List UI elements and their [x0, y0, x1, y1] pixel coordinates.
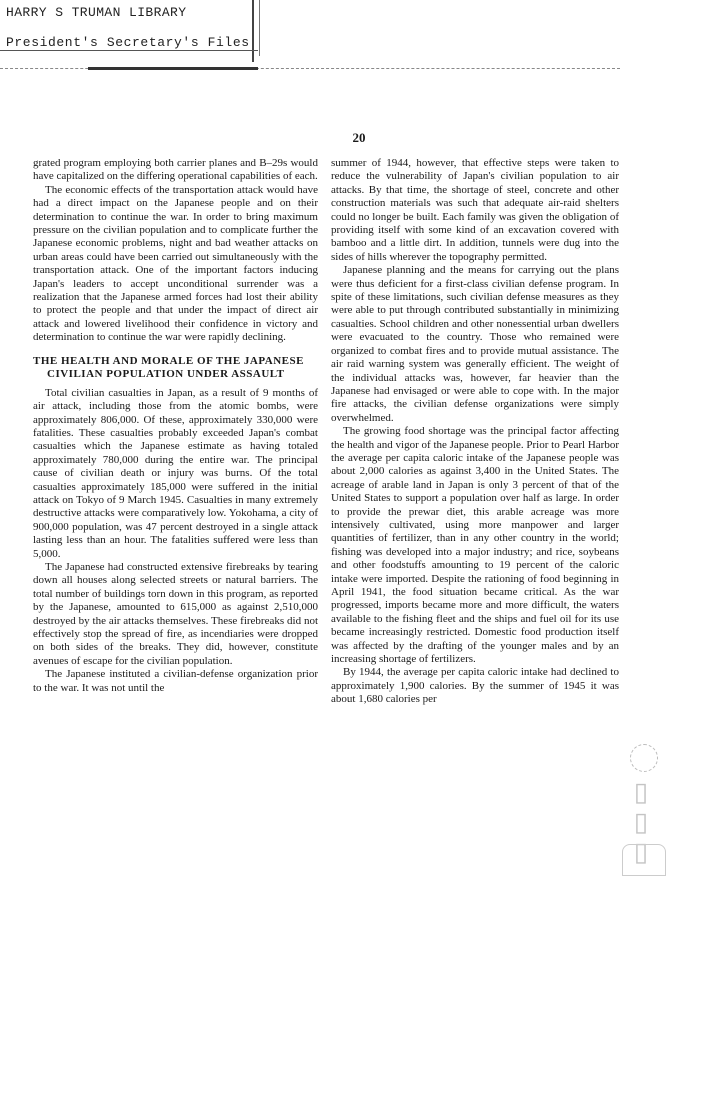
- paragraph: By 1944, the average per capita caloric intake had declined to approximately 1,900 calories. By the summer of 1945 it was about 1,680 calories per: [331, 666, 619, 706]
- stamp-digits-mark: ▯▯▯: [626, 780, 655, 870]
- paragraph: The growing food shortage was the principal factor affecting the health and vigor of the Japanese people. Prior to Pearl Harbor the average per capita caloric intake of the Japanese people was about 2,000 calories as against 3,400 in the United States. The acreage of arable land in Japan is only 3 percent of that of the United States to support a population over half as large. In order to provide the prewar diet, this arable acreage was more intensively cultivated, using more manpower and larger quantities of fertilizer, than in any other country in the world; fishing was developed into a major industry; and rice, soybeans and other foodstuffs amounting to 19 percent of the caloric intake were imported. Despite the rationing of food beginning in April 1941, the food situation became critical. As the war progressed, imports became more and more difficult, the waters available to the fishing fleet and the ships and fuel oil for its use became increasingly restricted. Domestic food production itself was affected by the drafting of the younger males and by an increasing shortage of fertilizers.: [331, 425, 619, 666]
- paragraph: Japanese planning and the means for carrying out the plans were thus deficient for a first-class civilian defense program. In spite of these limitations, such civilian defense measures as they were able to put through contributed substantially in minimizing casualties. School children and other nonessential urban dwellers were evacuated to the country. Those who remained were organized to combat fires and to provide mutual assistance. The air raid warning system was generally efficient. The weight of the individual attacks was, however, far heavier than the Japanese had envisaged or were able to cope with. In the major fire attacks, the civilian defense organizations were simply overwhelmed.: [331, 264, 619, 424]
- left-column: [33, 157, 318, 695]
- paragraph: The Japanese instituted a civilian-defense organization prior to the war. It was not until the: [33, 668, 318, 694]
- page-number: 20: [352, 130, 366, 145]
- stamp-circle-icon: [630, 744, 658, 772]
- paragraph: Total civilian casualties in Japan, as a result of 9 months of air attack, including those from the atomic bombs, were approximately 806,000. Of these, approximately 330,000 were fatalities. These casualties probably exceeded Japan's combat casualties which the Japanese estimate as having totaled approximately 780,000 during the entire war. The principal cause of civilian death or injury was burns. Of the total casualties approximately 185,000 were suffered in the initial attack on Tokyo of 9 March 1945. Casualties in many extremely destructive attacks were comparatively low. Yokohama, a city of 900,000 population, was 47 percent destroyed in a single attack lasting less than an hour. The fatalities suffered were less than 5,000.: [33, 386, 318, 560]
- stamp-border-right: [252, 0, 254, 62]
- paragraph: The economic effects of the transportation attack would have had a direct impact on the Japanese people and on their determination to continue the war. In order to bring maximum pressure on the civilian population and to complicate further the Japanese economic problems, night and bad weather attacks on urban areas could have been carried out simultaneously with the transportation attack. One of the important factors inducing Japan's leaders to accept unconditional surrender was a realization that the Japanese armed forces had lost their ability to protect the people and that under the impact of direct air attack and lowered livelihood their confidence in victory and determination to continue the war were rapidly declining.: [33, 183, 318, 344]
- right-column: [331, 157, 619, 707]
- section-heading: THE HEALTH AND MORALE OF THE JAPANESE CIVILIAN POPULATION UNDER ASSAULT: [33, 354, 304, 380]
- stamp-border-right-inner: [259, 0, 260, 56]
- stamp-box-mark: [622, 844, 666, 876]
- paragraph: summer of 1944, however, that effective steps were taken to reduce the vulnerability of Japan's civilian population to air attacks. By that time, the shortage of steel, concrete and other construction materials was such that adequate air-raid shelters could no longer be built. Each family was given the obligation of providing itself with some kind of an excavation covered with bamboo and a little dirt. In addition, tunnels were dug into the sides of hills wherever the topography permitted.: [331, 157, 619, 263]
- library-label: HARRY S TRUMAN LIBRARY: [6, 5, 187, 20]
- stamp-divider: [0, 50, 258, 51]
- scan-bar: [88, 67, 258, 70]
- files-label: President's Secretary's Files: [6, 35, 250, 50]
- margin-archive-stamp: [622, 740, 666, 900]
- archive-stamp: [6, 2, 250, 51]
- paragraph: The Japanese had constructed extensive firebreaks by tearing down all houses along selected streets or natural barriers. The total number of buildings torn down in this program, as reported by the Japanese, amounted to 615,000 as against 2,510,000 destroyed by the air attacks themselves. These firebreaks did not effectively stop the spread of fire, as incendiaries were dropped on both sides of the breaks. They did, however, constitute avenues of escape for the civilian population.: [33, 560, 318, 667]
- paragraph: grated program employing both carrier planes and B–29s would have capitalized on the differing operational capabilities of each.: [33, 157, 318, 183]
